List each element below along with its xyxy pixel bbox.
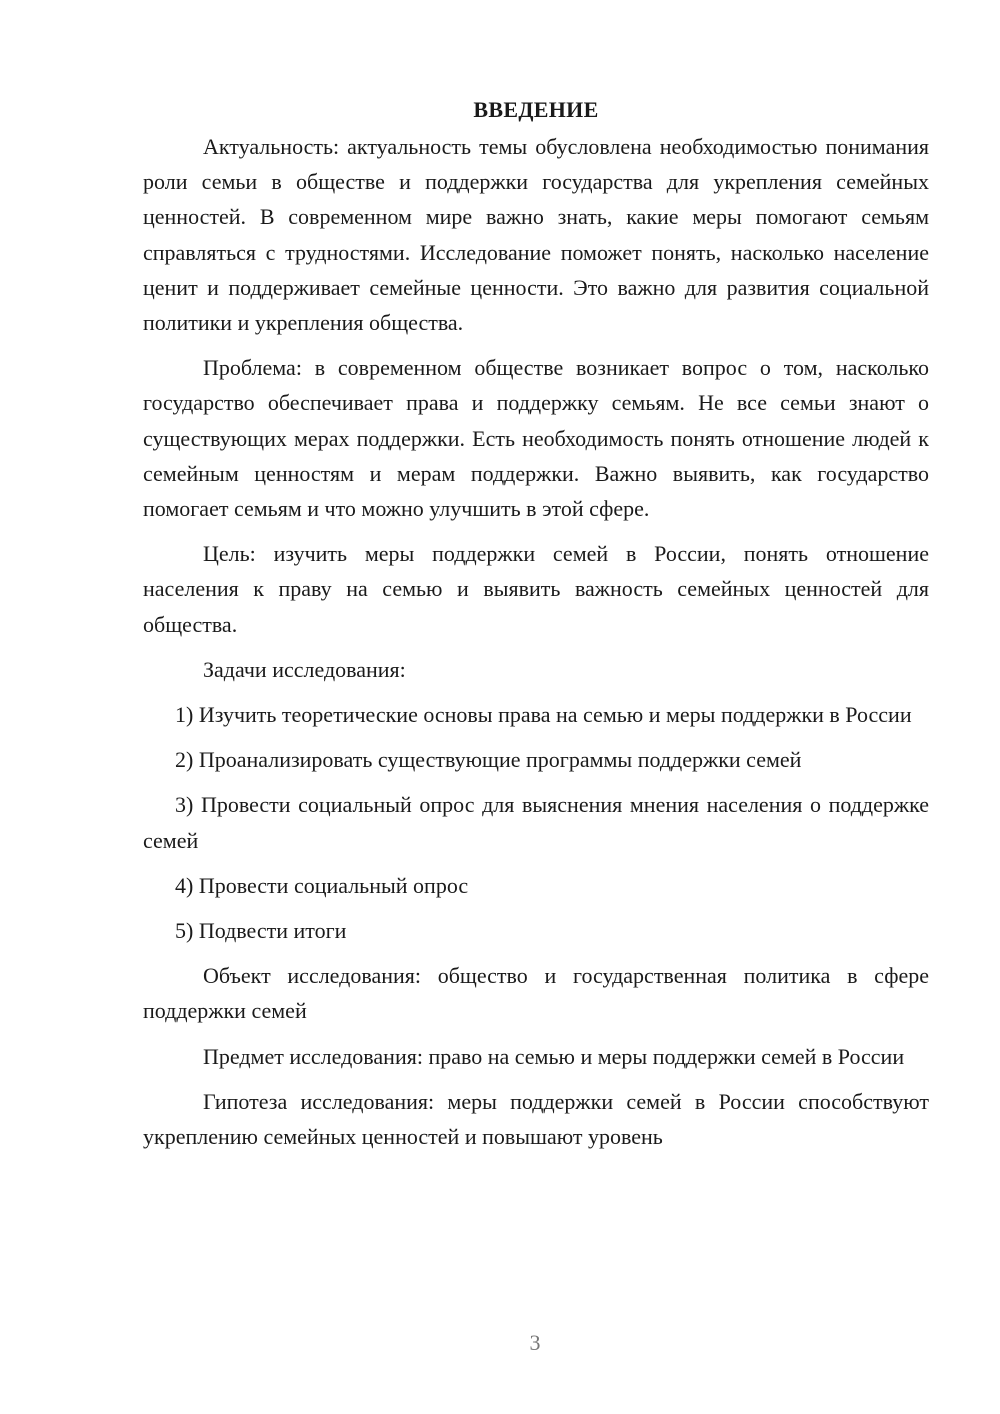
task-item: 2) Проанализировать существующие программы поддержки семей xyxy=(175,747,802,773)
task-item: 1) Изучить теоретические основы права на семью и меры поддержки в России xyxy=(175,702,912,728)
subject-paragraph: Предмет исследования: право на семью и меры поддержки семей в России xyxy=(203,1043,905,1069)
task-item: 5) Подвести итоги xyxy=(175,918,347,944)
object-paragraph: Объект исследования: общество и государственная политика в сфере поддержки семей xyxy=(143,963,929,1024)
task-item: 3) Провести социальный опрос для выяснения мнения населения о поддержке семей xyxy=(143,792,929,853)
document-page xyxy=(143,92,929,1164)
problem-paragraph: Проблема: в современном обществе возникает вопрос о том, насколько государство обеспечивает права и поддержку семьям. Не все семьи знают о существующих мерах поддержки. Есть необходимость понять отношение людей к семейным ценностям и мерам поддержки. Важно выявить, как государство помогает семьям и что можно улучшить в этой сфере. xyxy=(143,355,929,522)
relevance-paragraph: Актуальность: актуальность темы обусловлена необходимостью понимания роли семьи в обществе и поддержки государства для укрепления семейных ценностей. В современном мире важно знать, какие меры помогают семьям справляться с трудностями. Исследование поможет понять, насколько население ценит и поддерживает семейные ценности. Это важно для развития социальной политики и укрепления общества. xyxy=(143,134,929,336)
hypothesis-paragraph: Гипотеза исследования: меры поддержки семей в России способствуют укреплению семейных ценностей и повышают уровень xyxy=(143,1088,929,1150)
goal-paragraph: Цель: изучить меры поддержки семей в России, понять отношение населения к праву на семью и выявить важность семейных ценностей для общества. xyxy=(143,541,929,637)
page-number: 3 xyxy=(529,1330,541,1355)
tasks-heading: Задачи исследования: xyxy=(203,656,406,682)
section-title: ВВЕДЕНИЕ xyxy=(473,97,599,122)
task-item: 4) Провести социальный опрос xyxy=(175,872,469,898)
